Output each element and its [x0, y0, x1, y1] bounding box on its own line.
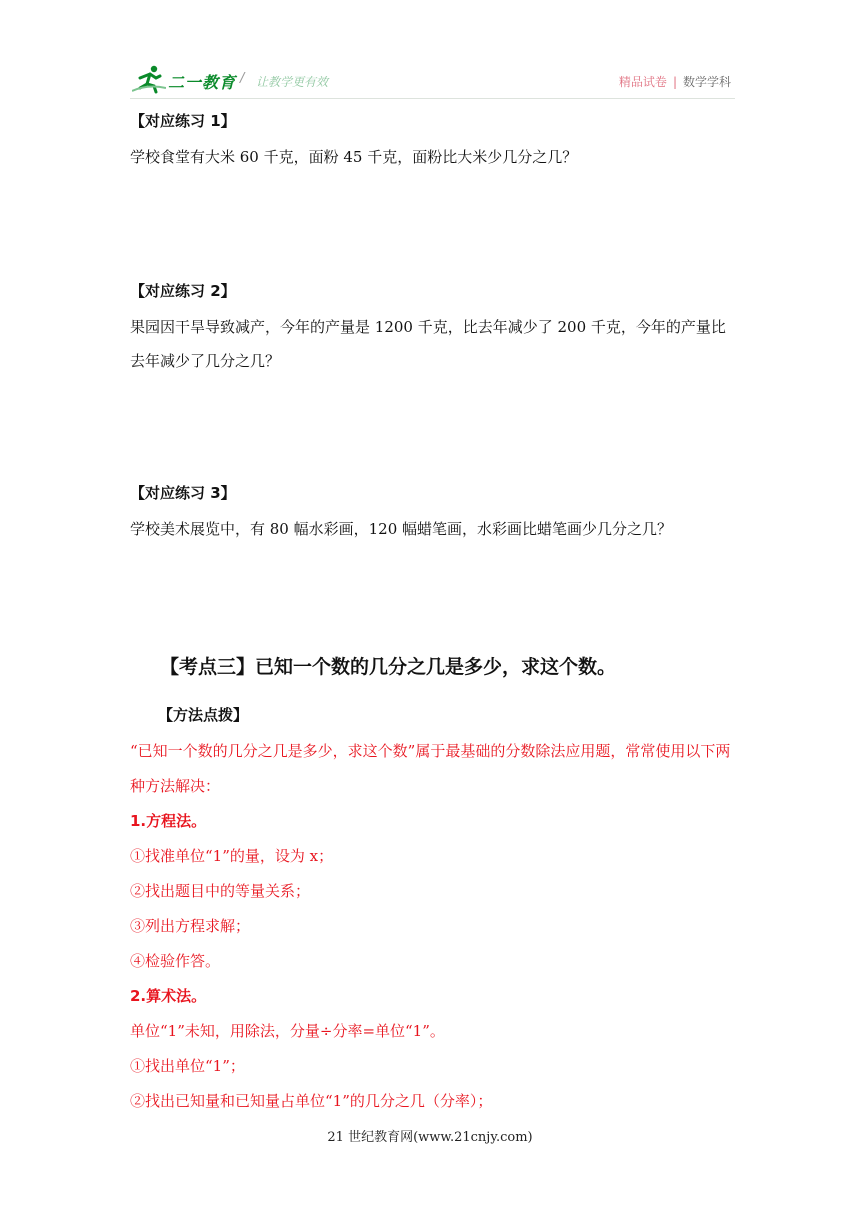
- method2-step: ①找出单位“1”；: [130, 1057, 245, 1075]
- header-tags: [619, 73, 731, 90]
- section-title: 【考点三】已知一个数的几分之几是多少，求这个数。: [160, 656, 617, 678]
- exercise-title: 【对应练习 1】: [130, 112, 236, 130]
- method1-title: 1.方程法。: [130, 812, 207, 830]
- page-footer: 21 世纪教育网(www.21cnjy.com): [327, 1130, 533, 1145]
- exercise-body: 学校美术展览中，有 80 幅水彩画，120 幅蜡笔画，水彩画比蜡笔画少几分之几？: [130, 520, 673, 538]
- tag-subject: 数学学科: [682, 75, 731, 89]
- method1-step: ②找出题目中的等量关系；: [130, 882, 311, 900]
- exercise-2: [130, 280, 735, 378]
- logo-slogan: 让教学更有效: [256, 75, 329, 89]
- logo-slash: /: [240, 71, 245, 86]
- exercise-title: 【对应练习 2】: [130, 282, 236, 300]
- tag-premium: 精品试卷: [618, 75, 667, 89]
- runner-logo-icon: [132, 64, 166, 94]
- logo-text: 二一教育: [168, 73, 237, 92]
- method1-step: ①找准单位“1”的量，设为 x；: [130, 847, 334, 865]
- method2-title: 2.算术法。: [130, 987, 207, 1005]
- exercise-body: 学校食堂有大米 60 千克，面粉 45 千克，面粉比大米少几分之几？: [130, 148, 578, 166]
- tag-separator: |: [672, 75, 677, 89]
- method2-step: ②找出已知量和已知量占单位“1”的几分之几（分率）；: [130, 1092, 493, 1110]
- exercise-3: [130, 482, 735, 546]
- page-header: [130, 62, 735, 96]
- method-title: 【方法点拨】: [158, 706, 249, 724]
- exercise-title: 【对应练习 3】: [130, 484, 236, 502]
- method-content: [130, 734, 735, 1119]
- method1-step: ③列出方程求解；: [130, 917, 251, 935]
- method2-rule: 单位“1”未知，用除法，分量÷分率=单位“1”。: [130, 1022, 445, 1040]
- exercise-1: [130, 110, 735, 174]
- exercise-body: 果园因干旱导致减产，今年的产量是 1200 千克，比去年减少了 200 千克，今年的产量比去年减少了几分之几？: [130, 318, 726, 370]
- method-intro: “已知一个数的几分之几是多少，求这个数”属于最基础的分数除法应用题，常常使用以下两种方法解决：: [130, 742, 731, 795]
- method1-step: ④检验作答。: [130, 952, 221, 970]
- header-divider: [130, 98, 735, 99]
